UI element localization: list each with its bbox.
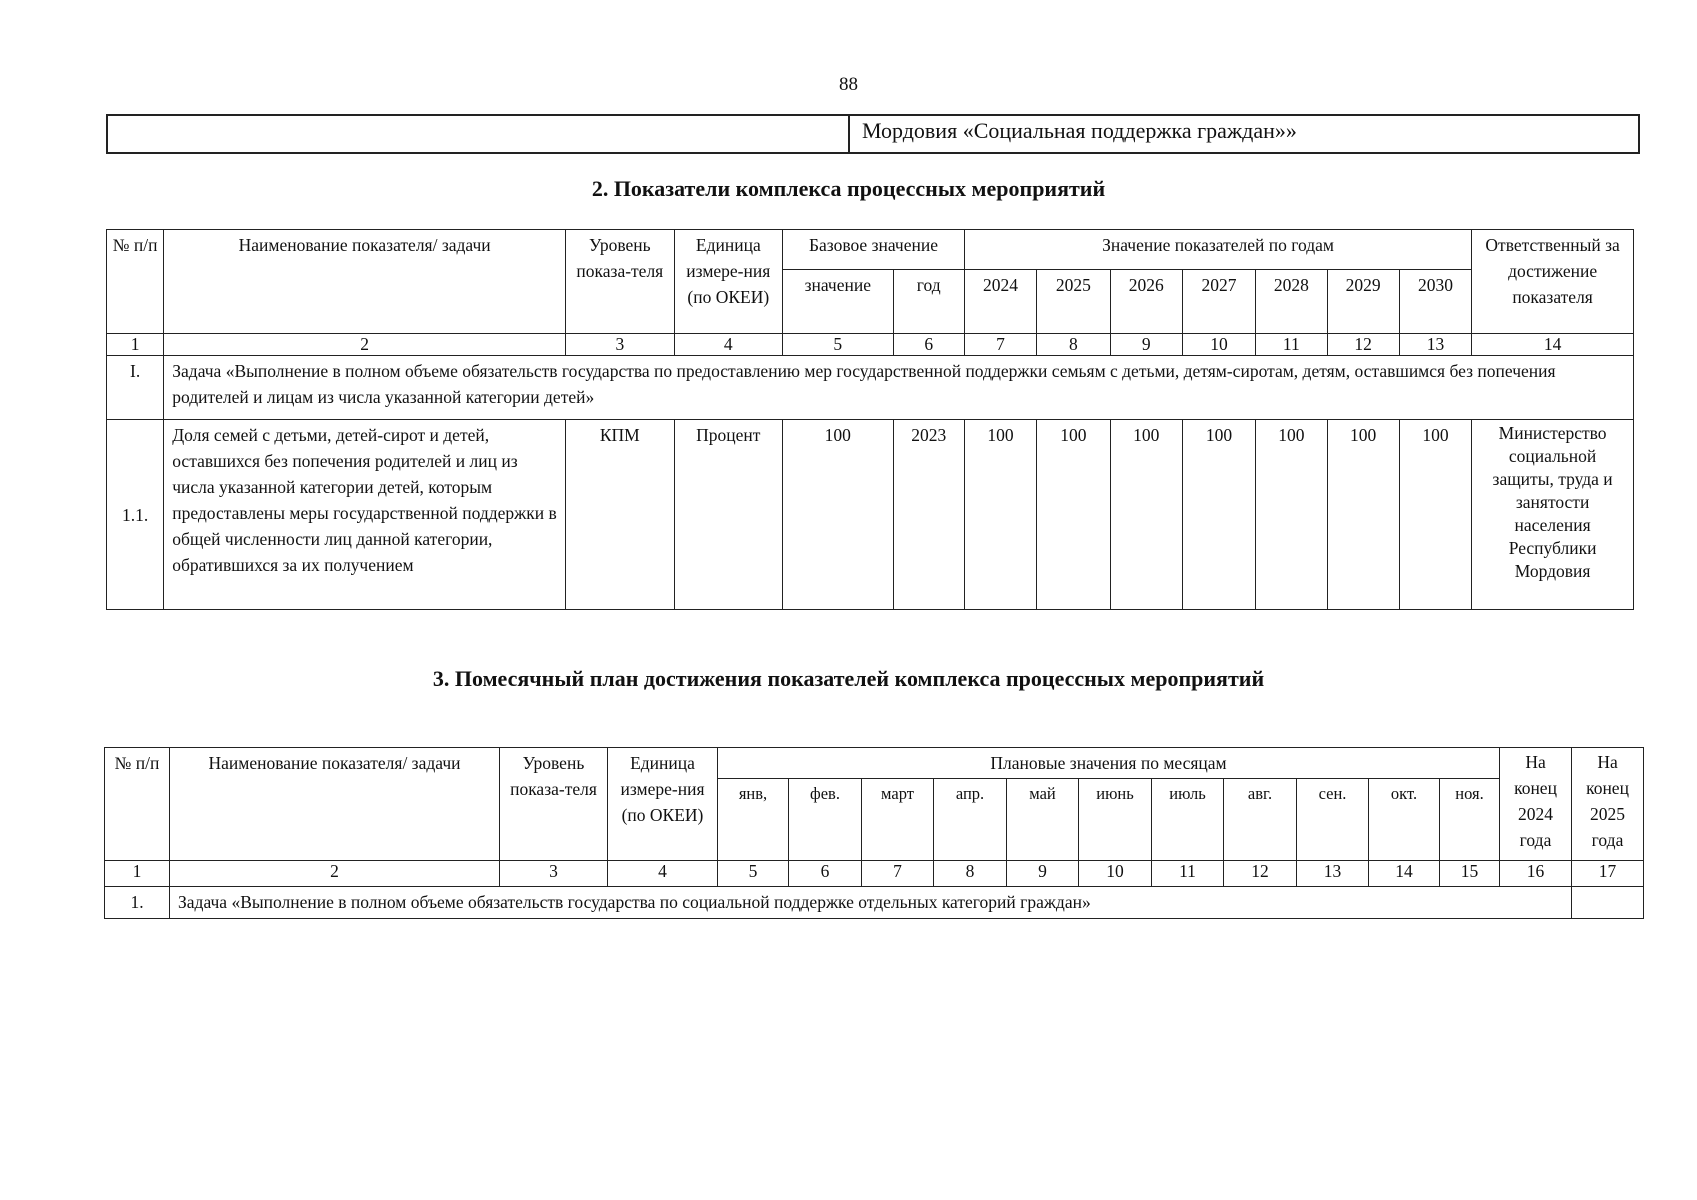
column-number: 12 (1327, 334, 1399, 356)
indicator-year-value: 100 (1256, 420, 1327, 610)
header-year: 2025 (1037, 270, 1110, 334)
header-month: фев. (789, 779, 862, 861)
column-number-row (107, 334, 1634, 356)
header-end-2025: На конец 2025 года (1572, 748, 1644, 861)
header-unit: Единица измере-ния (по ОКЕИ) (674, 230, 782, 334)
indicator-year-value: 100 (1037, 420, 1110, 610)
header-name: Наименование показателя/ задачи (164, 230, 566, 334)
column-number: 13 (1297, 861, 1369, 887)
section-3-title: 3. Помесячный план достижения показателей комплекса процессных мероприятий (432, 666, 1265, 691)
header-month: окт. (1369, 779, 1440, 861)
column-number: 7 (964, 334, 1036, 356)
header-base: Базовое значение (783, 230, 965, 270)
header-by-years: Значение показателей по годам (964, 230, 1471, 270)
column-number: 2 (164, 334, 566, 356)
header-base-value: значение (783, 270, 894, 334)
column-number: 6 (789, 861, 862, 887)
column-number: 17 (1572, 861, 1644, 887)
task-row (105, 887, 1644, 919)
column-number: 2 (170, 861, 500, 887)
header-plan: Плановые значения по месяцам (718, 748, 1500, 779)
header-year: 2024 (964, 270, 1036, 334)
column-number: 9 (1110, 334, 1182, 356)
header-month: май (1007, 779, 1079, 861)
header-month: июнь (1079, 779, 1152, 861)
indicator-base-year: 2023 (893, 420, 964, 610)
column-number: 15 (1440, 861, 1500, 887)
column-number: 11 (1256, 334, 1327, 356)
indicator-year-value: 100 (964, 420, 1036, 610)
column-number: 11 (1152, 861, 1224, 887)
column-number: 14 (1472, 334, 1634, 356)
column-number: 12 (1224, 861, 1297, 887)
column-number: 10 (1079, 861, 1152, 887)
indicator-year-value: 100 (1110, 420, 1182, 610)
column-number: 4 (674, 334, 782, 356)
task-empty-cell (1572, 887, 1644, 919)
column-number: 10 (1182, 334, 1255, 356)
column-number: 5 (718, 861, 789, 887)
header-year: 2028 (1256, 270, 1327, 334)
task-row (107, 356, 1634, 420)
header-responsible: Ответственный за достижение показателя (1472, 230, 1634, 334)
header-month: авг. (1224, 779, 1297, 861)
indicator-year-value: 100 (1399, 420, 1471, 610)
indicator-level: КПМ (566, 420, 674, 610)
header-month: ноя. (1440, 779, 1500, 861)
header-end-2024: На конец 2024 года (1500, 748, 1572, 861)
indicator-year-value: 100 (1182, 420, 1255, 610)
column-number: 8 (1037, 334, 1110, 356)
continuation-empty-cell (108, 116, 850, 152)
column-number: 5 (783, 334, 894, 356)
indicator-responsible: Министерство социальной защиты, труда и занятости населения Республики Мордовия (1472, 420, 1634, 610)
task-text: Задача «Выполнение в полном объеме обязательств государства по предоставлению мер государственной поддержки семьям с детьми, детям-сиротам, детям, оставшимся без попечения родителей и лицам из числа указанной категории детей» (164, 356, 1634, 420)
column-number: 3 (566, 334, 674, 356)
column-number: 14 (1369, 861, 1440, 887)
column-number: 3 (500, 861, 608, 887)
column-number: 8 (934, 861, 1007, 887)
column-number: 4 (608, 861, 718, 887)
header-level: Уровень показа-теля (500, 748, 608, 861)
header-month: апр. (934, 779, 1007, 861)
column-number: 1 (105, 861, 170, 887)
header-year: 2030 (1399, 270, 1471, 334)
continuation-text-cell: Мордовия «Социальная поддержка граждан»» (862, 118, 1297, 143)
column-number: 6 (893, 334, 964, 356)
header-base-year: год (893, 270, 964, 334)
column-number: 16 (1500, 861, 1572, 887)
header-month: июль (1152, 779, 1224, 861)
header-unit: Единица измере-ния (по ОКЕИ) (608, 748, 718, 861)
header-name: Наименование показателя/ задачи (170, 748, 500, 861)
indicator-unit: Процент (674, 420, 782, 610)
indicator-year-value: 100 (1327, 420, 1399, 610)
header-year: 2029 (1327, 270, 1399, 334)
column-number: 7 (862, 861, 934, 887)
header-year: 2026 (1110, 270, 1182, 334)
header-month: янв, (718, 779, 789, 861)
header-year: 2027 (1182, 270, 1255, 334)
header-num: № п/п (105, 748, 170, 861)
header-num: № п/п (107, 230, 164, 334)
column-number: 9 (1007, 861, 1079, 887)
monthly-plan-table (104, 747, 1644, 919)
indicator-base-value: 100 (783, 420, 894, 610)
indicator-num: 1.1. (107, 420, 164, 610)
indicator-row (107, 420, 1634, 610)
indicators-table (106, 229, 1634, 610)
task-num: I. (107, 356, 164, 420)
header-month: март (862, 779, 934, 861)
continuation-table (106, 114, 1640, 154)
task-num: 1. (105, 887, 170, 919)
column-number: 1 (107, 334, 164, 356)
header-level: Уровень показа-теля (566, 230, 674, 334)
page-number: 88 (839, 74, 858, 95)
indicator-name: Доля семей с детьми, детей-сирот и детей, оставшихся без попечения родителей и лиц из числа указанной категории детей, которым предоставлены меры государственной поддержки в общей численности лиц данной категории, обратившихся за их получением (164, 420, 566, 610)
task-text: Задача «Выполнение в полном объеме обязательств государства по социальной поддержке отдельных категорий граждан» (170, 887, 1572, 919)
section-2-title: 2. Показатели комплекса процессных мероприятий (591, 176, 1106, 201)
column-number: 13 (1399, 334, 1471, 356)
header-month: сен. (1297, 779, 1369, 861)
column-number-row (105, 861, 1644, 887)
